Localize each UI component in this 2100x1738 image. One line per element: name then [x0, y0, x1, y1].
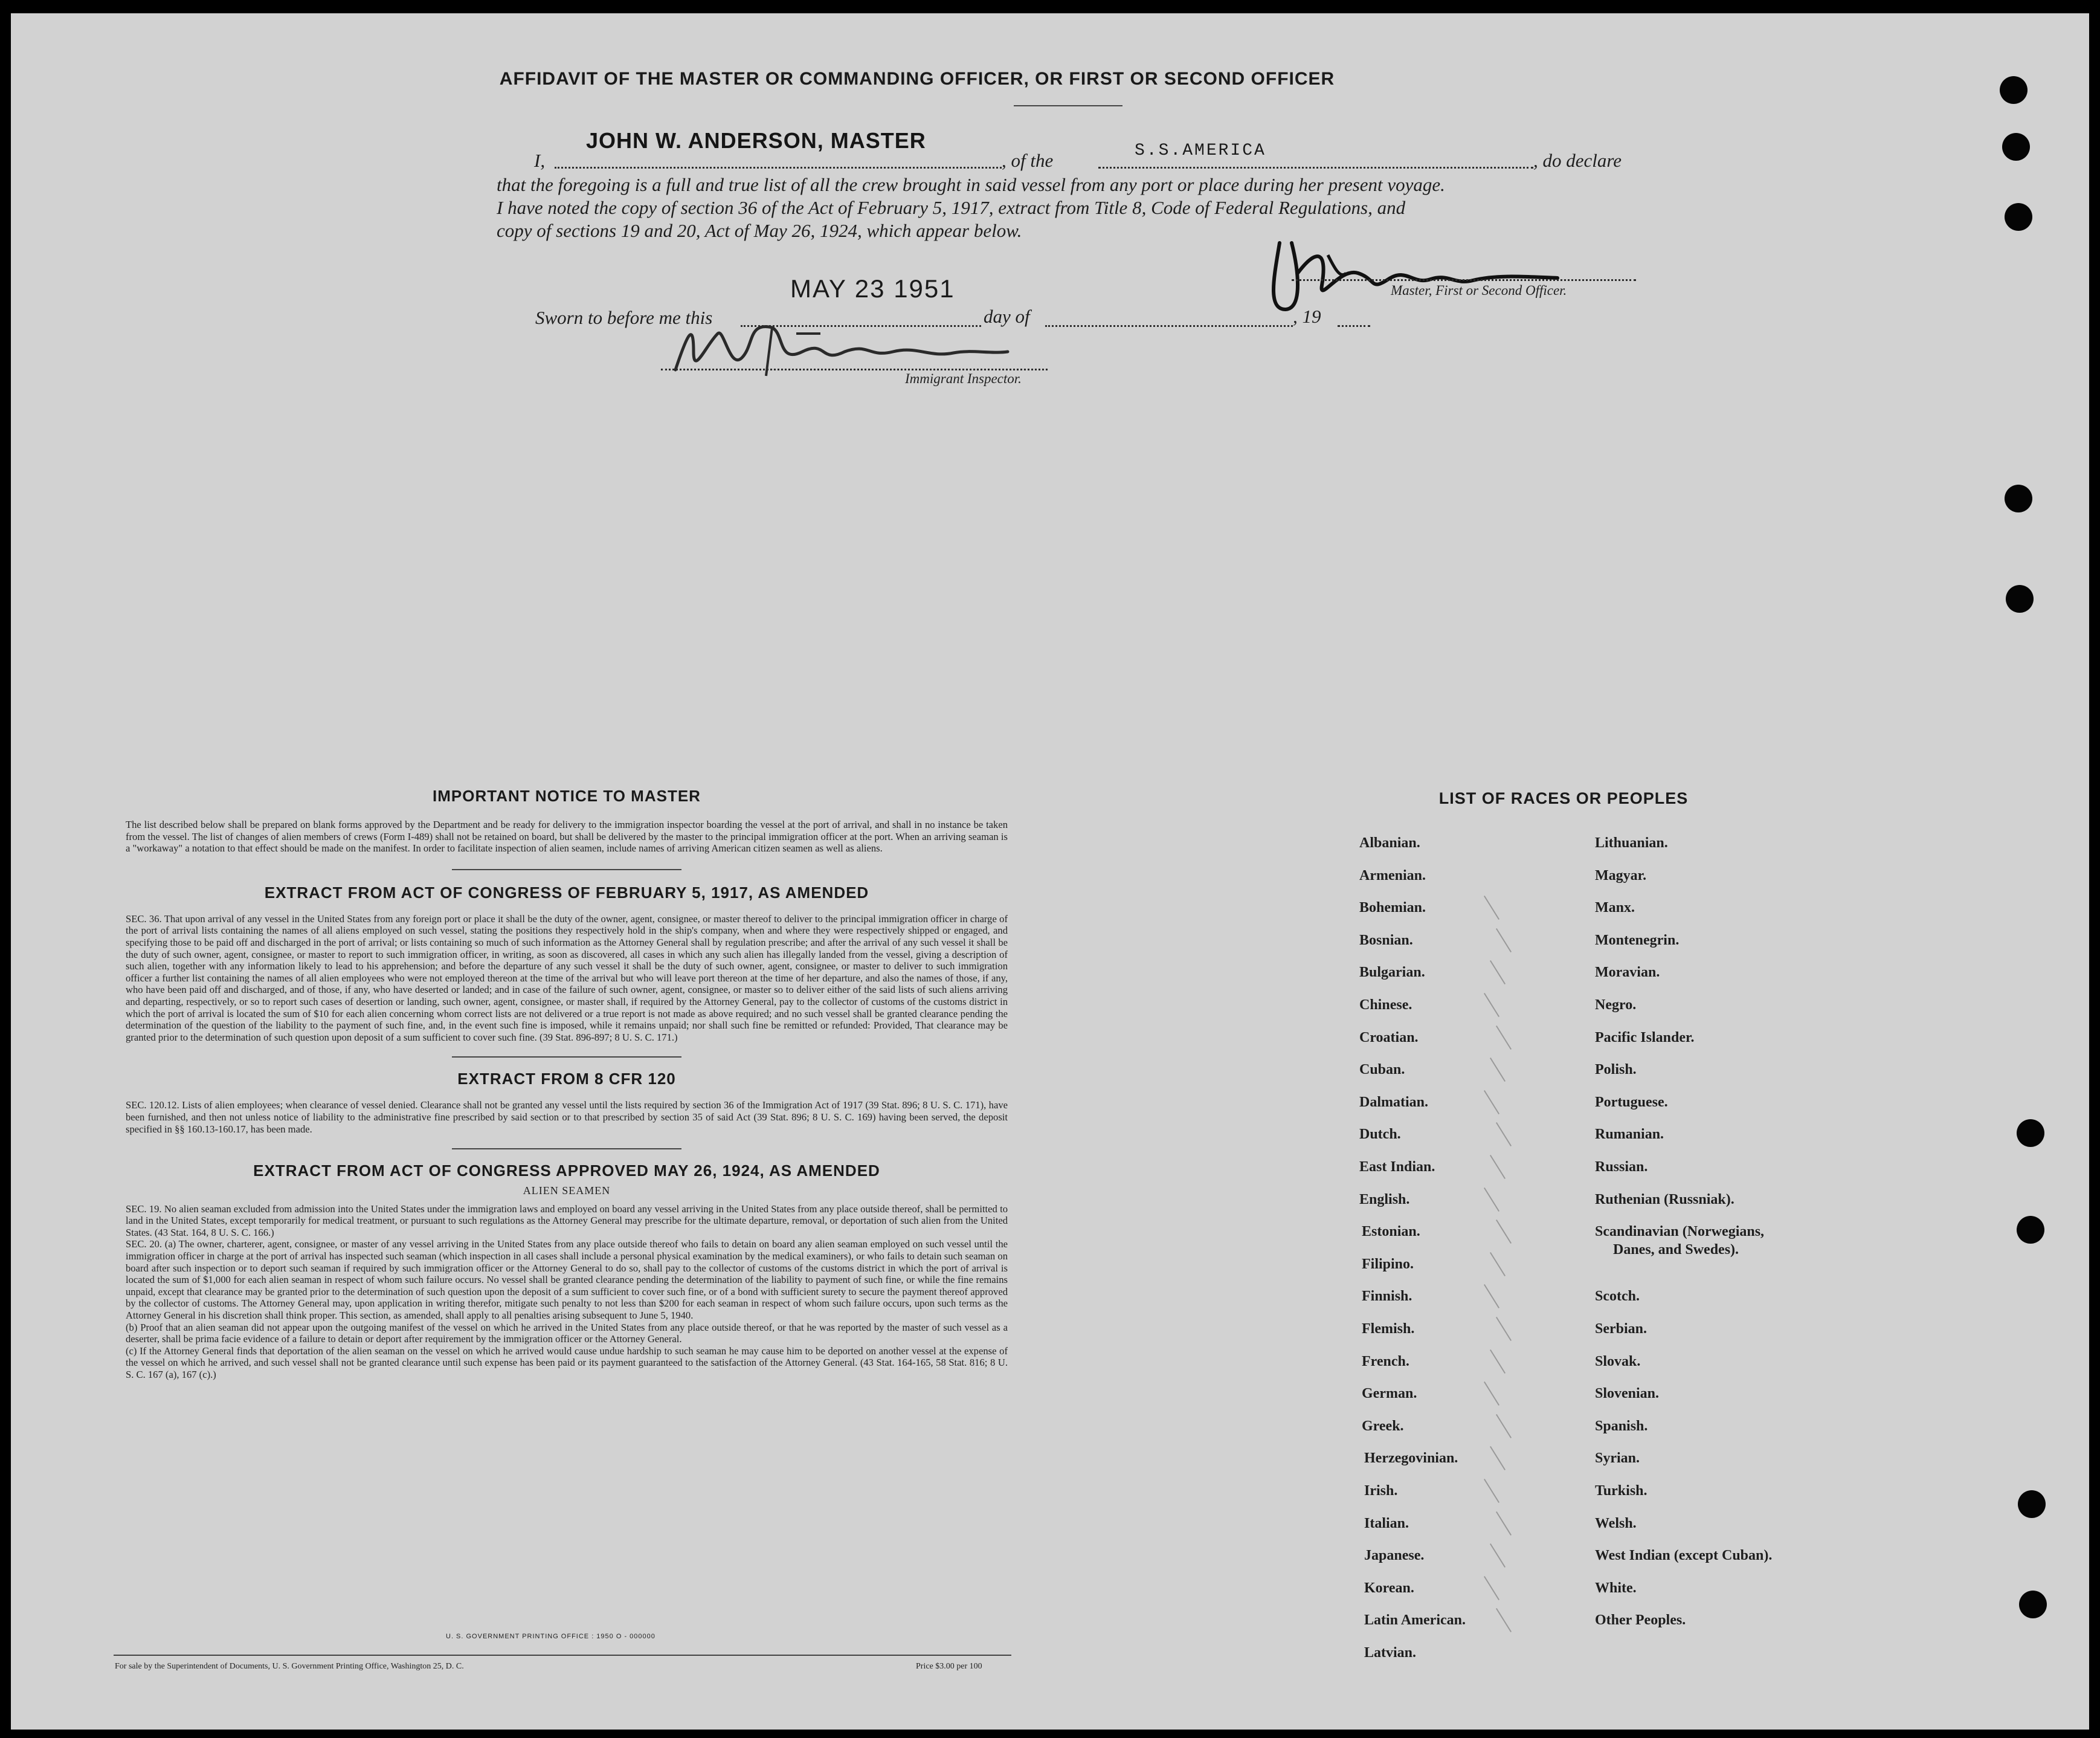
- pencil-tick-mark: [1496, 1317, 1512, 1341]
- pencil-tick-mark: [1496, 1026, 1512, 1050]
- pencil-tick-mark: [1484, 896, 1499, 920]
- pencil-tick-mark: [1490, 1155, 1506, 1179]
- race-item: Polish.: [1595, 1062, 1637, 1078]
- race-item: Danes, and Swedes).: [1613, 1242, 1739, 1258]
- race-item: Herzegovinian.: [1364, 1450, 1458, 1467]
- punch-hole: [2006, 585, 2034, 613]
- race-item: Bulgarian.: [1359, 964, 1425, 981]
- race-item: Armenian.: [1359, 867, 1426, 884]
- race-item: Moravian.: [1595, 964, 1660, 981]
- inspector-signature-line: [661, 369, 1048, 370]
- race-item: Cuban.: [1359, 1062, 1405, 1078]
- race-item: Spanish.: [1595, 1418, 1648, 1434]
- master-name-line: [555, 167, 1002, 169]
- master-name: JOHN W. ANDERSON, MASTER: [586, 128, 926, 153]
- declaration-line-3: I have noted the copy of section 36 of the Act of February 5, 1917, extract from Title 8, Code of Federal Regulations, and: [497, 197, 1406, 218]
- footer-rule: [114, 1655, 1011, 1656]
- left-column: [126, 787, 1008, 1381]
- of-the-label: , of the: [1002, 150, 1054, 171]
- race-item: Estonian.: [1362, 1224, 1420, 1240]
- pencil-tick-mark: [1484, 1284, 1499, 1308]
- race-item: French.: [1362, 1353, 1409, 1369]
- punch-hole: [2017, 1119, 2044, 1147]
- extract-cfr-heading: EXTRACT FROM 8 CFR 120: [457, 1070, 676, 1088]
- sworn-label: Sworn to before me this: [535, 307, 713, 328]
- master-signature-caption: Master, First or Second Officer.: [1391, 283, 1567, 298]
- pencil-tick-mark: [1484, 1187, 1499, 1212]
- pencil-tick-mark: [1490, 960, 1506, 984]
- race-item: Pacific Islander.: [1595, 1029, 1695, 1045]
- pencil-tick-mark: [1496, 1122, 1512, 1146]
- alien-seamen-subheading: ALIEN SEAMEN: [523, 1184, 611, 1197]
- declaration-line-2: that the foregoing is a full and true list of all the crew brought in said vessel from any port or place during her present voyage.: [497, 174, 1445, 195]
- master-signature-line: [1292, 279, 1636, 281]
- do-declare-label: , do declare: [1533, 150, 1622, 171]
- race-item: Latvian.: [1364, 1645, 1417, 1661]
- notice-body: The list described below shall be prepared on blank forms approved by the Department and be ready for delivery to the immigration inspector boarding the vessel at the port of arrival, and shall in no instance be taken from the vessel. The list of changes of alien members of crews (Form I-489) shall not be retained on board, but shall be delivered by the master to the principal immigration officer at the port. When an arriving seaman is a "workaway" a notation to that effect should be made on the manifest. In order to facilitate inspection of alien seamen, include names of arriving American citizen seamen as well as aliens.: [126, 819, 1008, 854]
- race-item: Finnish.: [1362, 1288, 1412, 1305]
- race-item: Lithuanian.: [1595, 835, 1668, 851]
- race-item: Filipino.: [1362, 1256, 1414, 1272]
- punch-hole: [2002, 133, 2030, 161]
- race-item: Dalmatian.: [1359, 1094, 1428, 1110]
- extract-1917-body: SEC. 36. That upon arrival of any vessel in the United States from any foreign port or place it shall be the duty of the owner, agent, consignee, or master thereof to deliver to the principal immigration officer in charge of the port of arrival lists containing the names of all aliens employed on such vessel, stating the positions they respectively hold in the ship's company, when and where they were respectively shipped or engaged, and specifying those to be paid off and discharged in the port of arrival; or lists containing so much of such information as the Attorney General shall by regulation prescribe; and after the arrival of any such vessel it shall be the duty of such owner, agent, consignee, or master to report to such immigration officer, in writing, as soon as discovered, all cases in which any such alien has illegally landed from the vessel, giving a description of such alien, together with any information likely to lead to his apprehension; and before the departure of any such vessel it shall be the duty of such owner, agent, consignee, or master to deliver to such immigration officer a further list containing the names of all alien employees who were not employed thereon at the time of the arrival but who will leave port thereon at the time of her departure, and also the names of those, if any, who have been paid off and discharged, and of those, if any, who have deserted or landed; and in case of the failure of such owner, agent, consignee, or master so to deliver either of the said lists of such aliens arriving and departing, respectively, or so to report such cases of desertion or landing, such owner, agent, consignee, or master shall, if required by the Attorney General, pay to the collector of customs of the customs district in which the port of arrival is located the sum of $10 for each alien concerning whom correct lists are not delivered or a true report is not made as above required; and no such vessel shall be granted clearance pending the determination of the question of the liability to the payment of such fine, and, in the event such fine is imposed, while it remains unpaid; nor shall such fine be remitted or refunded: Provided, That clearance may be granted prior to the determination of such question upon deposit of a sum sufficient to cover such fine. (39 Stat. 896-897; 8 U. S. C. 171.): [126, 913, 1008, 1043]
- race-item: Dutch.: [1359, 1126, 1401, 1143]
- sworn-year-line: [1338, 325, 1370, 327]
- race-item: Russian.: [1595, 1159, 1648, 1175]
- race-item: Japanese.: [1364, 1548, 1425, 1564]
- punch-hole: [2018, 1490, 2046, 1518]
- race-item: Manx.: [1595, 900, 1635, 916]
- prefix-i: I,: [534, 150, 546, 171]
- divider: [452, 1056, 681, 1058]
- race-item: German.: [1362, 1386, 1417, 1402]
- race-item: Slovak.: [1595, 1353, 1641, 1369]
- pencil-tick-mark: [1490, 1543, 1506, 1568]
- race-item: Scandinavian (Norwegians,: [1595, 1224, 1765, 1240]
- race-item: Greek.: [1362, 1418, 1404, 1434]
- section-19-text: SEC. 19. No alien seaman excluded from admission into the United States under the immigration laws and employed on board any vessel arriving in the United States from any place outside thereof, shall be permitted to land in the United States, except temporarily for medical treatment, or pursuant to such regulations as the Attorney General may prescribe for the ultimate departure, removal, or deportation of such alien from the United States. (43 Stat. 164, 8 U. S. C. 166.): [126, 1203, 1008, 1238]
- race-item: Ruthenian (Russniak).: [1595, 1191, 1734, 1207]
- punch-hole: [2017, 1216, 2044, 1244]
- extract-cfr-body: SEC. 120.12. Lists of alien employees; when clearance of vessel denied. Clearance shall not be granted any vessel until the lists required by section 36 of the Immigration Act of 1917 (39 Stat. 896; 8 U. S. C. 171), have been furnished, and then not unless notice of liability to the administrative fine prescribed by said section or to that prescribed by section 35 of said Act (39 Stat. 896; 8 U. S. C. 169) having been served, the deposit specified in §§ 160.13-160.17, has been made.: [126, 1099, 1008, 1135]
- race-item: Korean.: [1364, 1580, 1414, 1596]
- race-item: Portuguese.: [1595, 1094, 1668, 1110]
- race-item: Other Peoples.: [1595, 1612, 1686, 1629]
- race-item: English.: [1359, 1191, 1410, 1207]
- race-item: Croatian.: [1359, 1029, 1419, 1045]
- punch-hole: [2005, 485, 2032, 512]
- pencil-tick-mark: [1496, 1511, 1512, 1536]
- title-underline: [1014, 105, 1122, 106]
- pencil-tick-mark: [1484, 1381, 1499, 1406]
- race-item: Serbian.: [1595, 1321, 1647, 1337]
- punch-hole: [2000, 76, 2028, 104]
- race-item: Latin American.: [1364, 1612, 1466, 1629]
- race-item: Scotch.: [1595, 1288, 1640, 1305]
- race-item: Montenegrin.: [1595, 932, 1680, 948]
- gpo-imprint: U. S. GOVERNMENT PRINTING OFFICE : 1950 O - 000000: [446, 1633, 655, 1640]
- pencil-tick-mark: [1490, 1252, 1506, 1276]
- race-item: White.: [1595, 1580, 1637, 1596]
- pencil-tick-mark: [1496, 1414, 1512, 1438]
- pencil-tick-mark: [1484, 1479, 1499, 1503]
- affidavit-title: AFFIDAVIT OF THE MASTER OR COMMANDING OFFICER, OR FIRST OR SECOND OFFICER: [499, 69, 1335, 89]
- race-item: Albanian.: [1359, 835, 1420, 851]
- pencil-tick-mark: [1484, 1576, 1499, 1600]
- sale-notice: For sale by the Superintendent of Documents, U. S. Government Printing Office, Washington 25, D. C.: [115, 1662, 464, 1671]
- sworn-month-line: [1045, 325, 1293, 327]
- pencil-tick-mark: [1496, 928, 1512, 952]
- notice-heading: IMPORTANT NOTICE TO MASTER: [433, 787, 701, 805]
- punch-hole: [2019, 1591, 2047, 1618]
- day-of-label: day of: [984, 306, 1030, 327]
- date-stamp: MAY 23 1951: [790, 274, 955, 303]
- race-item: Chinese.: [1359, 997, 1412, 1013]
- section-20b-text: (b) Proof that an alien seaman did not appear upon the outgoing manifest of the vessel on which he arrived in the United States from any place outside thereof, or that he was reported by the master of such vessel as a deserter, shall be prima facie evidence of a failure to detain or deport after requirement by the immigration officer or the Attorney General.: [126, 1321, 1008, 1345]
- pencil-tick-mark: [1496, 1220, 1512, 1244]
- races-heading: LIST OF RACES OR PEOPLES: [1438, 789, 1689, 807]
- race-item: Italian.: [1364, 1515, 1409, 1531]
- pencil-tick-mark: [1490, 1058, 1506, 1082]
- race-item: Bohemian.: [1359, 900, 1426, 916]
- extract-1924-heading: EXTRACT FROM ACT OF CONGRESS APPROVED MAY 26, 1924, AS AMENDED: [253, 1161, 880, 1180]
- race-item: Welsh.: [1595, 1515, 1637, 1531]
- declaration-line-4: copy of sections 19 and 20, Act of May 26, 1924, which appear below.: [497, 220, 1022, 241]
- document-page: [11, 13, 2089, 1730]
- pencil-tick-mark: [1490, 1349, 1506, 1374]
- inspector-caption: Immigrant Inspector.: [905, 371, 1022, 386]
- race-item: West Indian (except Cuban).: [1595, 1548, 1773, 1564]
- pencil-tick-mark: [1484, 1090, 1499, 1114]
- race-item: East Indian.: [1359, 1159, 1435, 1175]
- pencil-tick-mark: [1490, 1446, 1506, 1470]
- section-20c-text: (c) If the Attorney General finds that deportation of the alien seaman on the vessel on which he arrived would cause undue hardship to such seaman he may cause him to be deported on another vessel at the expense of the vessel on which he arrived, and such vessel shall not be granted clearance until such expense has been paid or its payment guaranteed to the satisfaction of the Attorney General. (43 Stat. 164-165, 58 Stat. 816; 8 U. S. C. 167 (a), 167 (c).): [126, 1345, 1008, 1380]
- price-notice: Price $3.00 per 100: [916, 1662, 982, 1671]
- race-item: Irish.: [1364, 1483, 1398, 1499]
- race-item: Rumanian.: [1595, 1126, 1664, 1143]
- race-item: Turkish.: [1595, 1483, 1647, 1499]
- race-item: Syrian.: [1595, 1450, 1640, 1467]
- race-item: Magyar.: [1595, 867, 1647, 884]
- divider: [452, 1148, 681, 1149]
- pencil-tick-mark: [1484, 993, 1499, 1017]
- race-item: Negro.: [1595, 997, 1637, 1013]
- year-label: , 19: [1293, 306, 1321, 327]
- divider: [452, 869, 681, 870]
- race-item: Flemish.: [1362, 1321, 1415, 1337]
- vessel-line: [1098, 167, 1533, 169]
- section-20a-text: SEC. 20. (a) The owner, charterer, agent, consignee, or master of any vessel arriving in the United States from any place outside thereof who fails to detain on board any alien seaman employed on such vessel until the immigration officer in charge at the port of arrival has inspected such seaman (which inspection in all cases shall include a personal physical examination by the medical examiners), or who fails to detain such seaman on board after such inspection or to deport such seaman if required by such immigration officer or the Attorney General to do so, shall pay to the collector of customs of the customs district in which the port of arrival is located the sum of $1,000 for each alien seaman in respect of whom such failure occurs. No vessel shall be granted clearance pending the determination of the liability to payment of such fine, or while the fine remains unpaid, except that clearance may be granted prior to the determination of such question upon the deposit of a sum sufficient to cover such fine, or of a bond with sufficient surety to secure the payment thereof approved by the collector of customs. The Attorney General may, upon application in writing therefor, mitigate such penalty to not less than $200 for each seaman in respect of whom such failure occurs, upon such terms as the Attorney General in his discretion shall think proper. This section, as amended, shall apply to all penalties arising subsequent to June 5, 1940.: [126, 1238, 1008, 1322]
- punch-hole: [2005, 203, 2032, 231]
- race-item: Bosnian.: [1359, 932, 1413, 948]
- extract-1917-heading: EXTRACT FROM ACT OF CONGRESS OF FEBRUARY 5, 1917, AS AMENDED: [264, 883, 869, 902]
- vessel-name: S.S.AMERICA: [1135, 141, 1266, 160]
- pencil-tick-mark: [1496, 1608, 1512, 1632]
- race-item: Slovenian.: [1595, 1386, 1660, 1402]
